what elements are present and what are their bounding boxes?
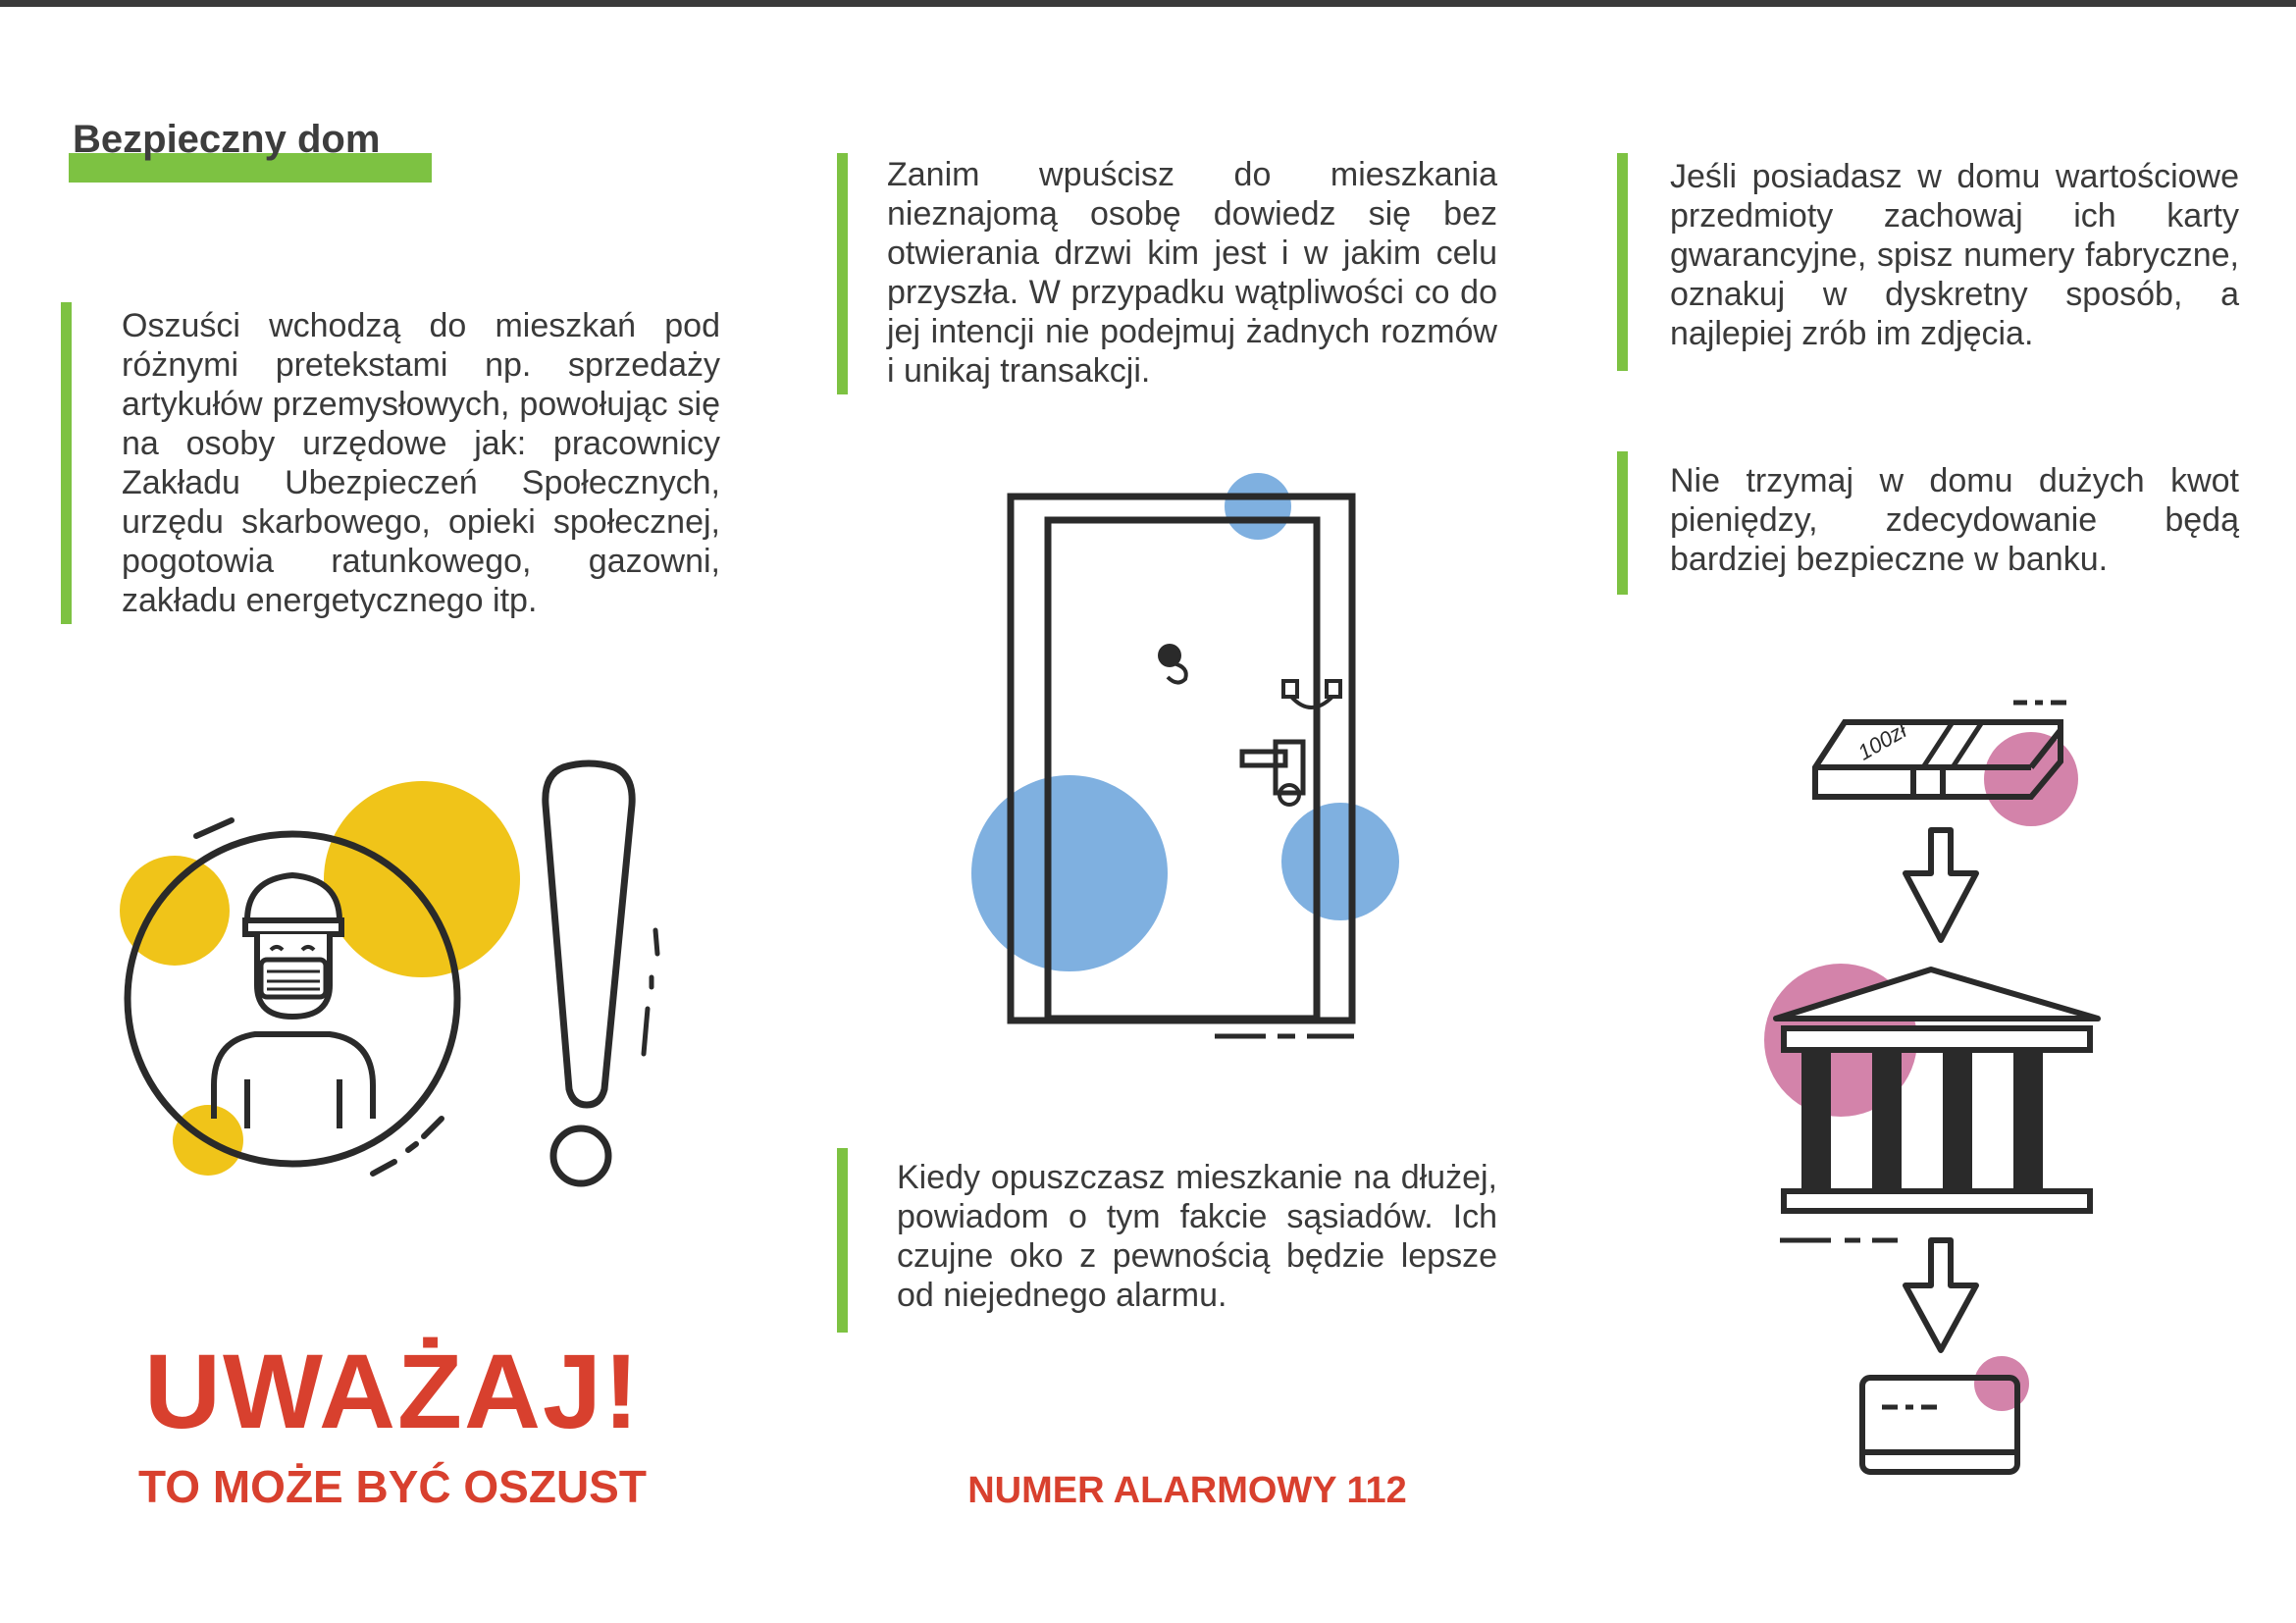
bank-icon (1764, 964, 2098, 1240)
banknote-icon (1815, 703, 2078, 826)
warning-title: UWAŻAJ! (144, 1332, 641, 1450)
col2-paragraph-bottom: Kiedy opuszczasz mieszkanie na dłużej, powiadom o tym fakcie sąsiadów. Ich czujne oko z pewnością będzie lepsze od niejednego alarmu. (897, 1159, 1497, 1314)
exclamation-icon (546, 763, 657, 1183)
door-icon (971, 473, 1399, 1036)
arrow-down-icon (1905, 830, 1976, 940)
courier-mask-icon (120, 781, 520, 1176)
alarm-number: NUMER ALARMOWY 112 (967, 1470, 1407, 1511)
col3-paragraph-bottom: Nie trzymaj w domu dużych kwot pieniędzy, zdecydowanie będą bardziej bezpieczne w banku. (1670, 462, 2239, 578)
col1-paragraph: Oszuści wchodzą do mieszkań pod różnymi pretekstami np. sprzedaży artykułów przemysłowych, powołując się na osoby urzędowe jak: pracownicy Zakładu Ubezpieczeń Społecznych, urzędu skarbowego, opieki społecznej, pogotowia ratunkowego, gazowni, zakładu energetycznego itp. (122, 307, 720, 619)
arrow-down-icon (1905, 1240, 1976, 1350)
banknote-label: 100zł (1853, 717, 1911, 765)
credit-card-icon (1862, 1356, 2029, 1472)
col3-paragraph-top: Jeśli posiadasz w domu wartościowe przedmioty zachowaj ich karty gwarancyjne, spisz numery fabryczne, oznakuj w dyskretny sposób, a najlepiej zrób im zdjęcia. (1670, 158, 2239, 352)
heading-title: Bezpieczny dom (73, 118, 381, 161)
col2-paragraph-top: Zanim wpuścisz do mieszkania nieznajomą osobę dowiedz się bez otwierania drzwi kim jest i w jakim celu przyszła. W przypadku wątpliwości co do jej intencji nie podejmuj żadnych rozmów i unikaj transakcji. (887, 156, 1497, 390)
warning-subtitle: TO MOŻE BYĆ OSZUST (138, 1461, 647, 1512)
